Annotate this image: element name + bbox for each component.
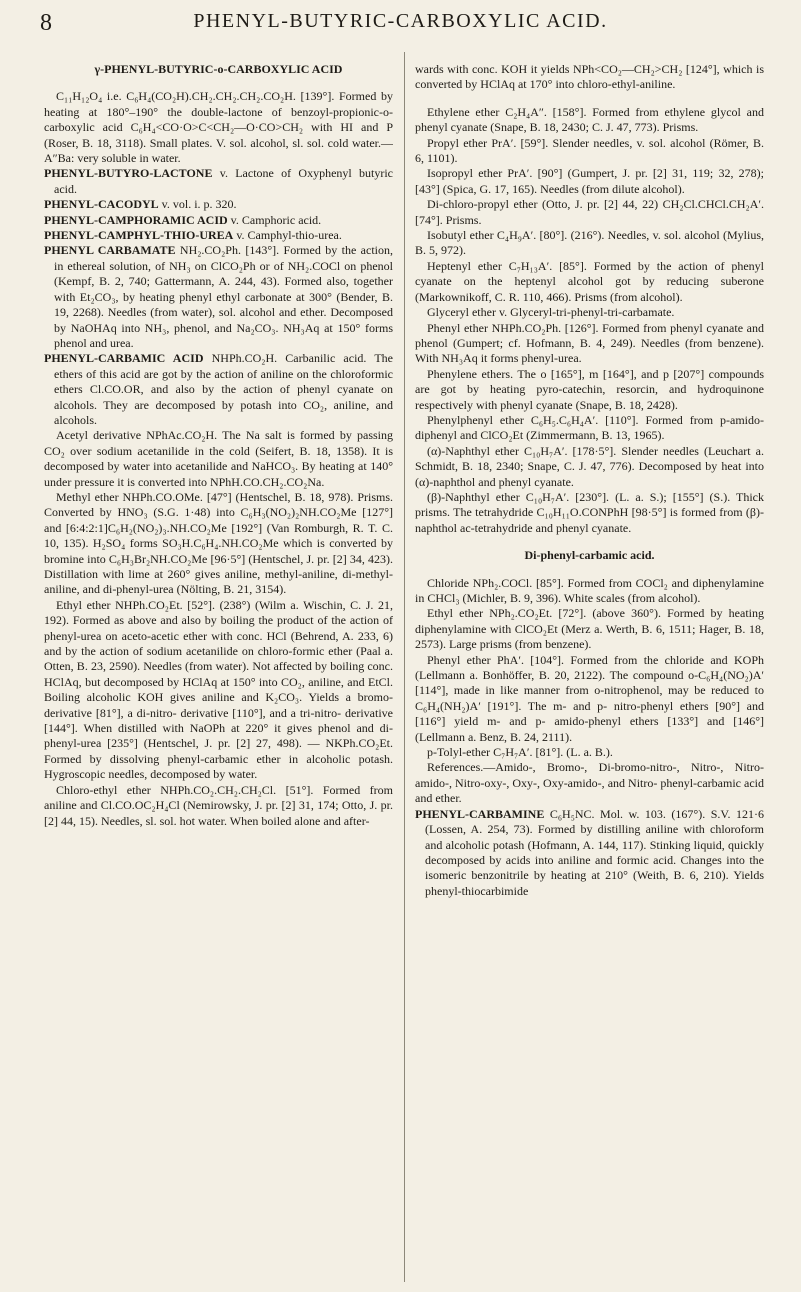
entry-text: Acetyl derivative NPhAc.CO₂H. The Na salt is formed by passing CO₂ over sodium acetanilide in the cold (Seifert, B. 18, 1358). It is decomposed by water into acetanilide and NaHCO₃. By heating at 140° under pressure it is converted into NPhH.CO.CH₂.CO₂Na. xyxy=(44,428,393,489)
entry-heading: PHENYL-CARBAMINE xyxy=(415,806,545,821)
dictionary-entry xyxy=(44,243,393,351)
entry-paragraph xyxy=(415,413,764,444)
entry-text: Di-chloro-propyl ether (Otto, J. pr. [2] 44, 22) CH₂Cl.CHCl.CH₂A′. [74°]. Prisms. xyxy=(415,197,764,227)
entry-text: Chloride NPh₂.COCl. [85°]. Formed from COCl₂ and diphenylamine in CHCl₃ (Michler, B. 9, 396). White scales (from alcohol). xyxy=(415,575,764,605)
entry-paragraph xyxy=(44,598,393,783)
entry-text: Phenyl ether PhA′. [104°]. Formed from the chloride and KOPh (Lellmann a. Bonhöffer, B. 20, 2122). The compound o-C₆H₄(NO₂)A′ [114°], made in like manner from o-nitrophenol, may be reduced to C₆H₄(NH₂)A′ [191°]. The m- and p- nitro-phenyl ethers [90°] and [116°] yield m- and p- amido-phenyl ethers [133°] and [146°] (Lellmann a. Benz, B. 24, 2111). xyxy=(415,652,764,744)
entry-paragraph xyxy=(415,197,764,228)
entry-text: Ethyl ether NPh₂.CO₂Et. [72°]. (above 360°). Formed by heating diphenylamine with ClCO₂Et (Merz a. Werth, B. 6, 1511; Hager, B. 18, 2573). Large prisms (from benzene). xyxy=(415,606,764,652)
entry-paragraph xyxy=(44,783,393,829)
column-divider xyxy=(404,52,405,1282)
entry-paragraph xyxy=(44,490,393,598)
entry-text: Heptenyl ether C₇H₁₃A′. [85°]. Formed by the action of phenyl cyanate on the heptenyl alcohol got by reducing suberone (Markownikoff, C. R. 110, 466). Prisms (from alcohol). xyxy=(415,258,764,304)
dictionary-entry xyxy=(44,197,393,212)
entry-heading: PHENYL-CACODYL xyxy=(44,197,159,212)
entry-text: NHPh.CO₂H. Carbanilic acid. The ethers of this acid are got by the action of aniline on the chloroformic ethers Cl.CO.OR, and also by the action of phenyl cyanate on alcohols. They are decomposed by potash into CO₂, aniline, and alcohols. xyxy=(54,351,393,427)
entry-text: v. Camphyl-thio-urea. xyxy=(233,228,342,243)
entry-paragraph xyxy=(415,105,764,136)
entry-paragraph xyxy=(44,89,393,166)
entry-text: (α)-Naphthyl ether C₁₀H₇A′. [178·5°]. Slender needles (Leuchart a. Schmidt, B. 18, 2340; Snape, C. J. 47, 776). Decomposed by heat into (α)-naphthol and phenyl cyanate. xyxy=(415,443,764,489)
entry-paragraph xyxy=(415,259,764,305)
entry-text: v. Lactone of Oxyphenyl butyric acid. xyxy=(54,166,393,196)
dictionary-entry xyxy=(44,166,393,197)
section-heading xyxy=(415,548,764,563)
entry-heading: PHENYL-CARBAMIC ACID xyxy=(44,351,204,366)
entry-paragraph xyxy=(415,653,764,745)
entry-text: Propyl ether PrA′. [59°]. Slender needles, v. sol. alcohol (Römer, B. 6, 1101). xyxy=(415,135,764,166)
entry-paragraph xyxy=(415,490,764,536)
entry-heading: Di-phenyl-carbamic acid. xyxy=(524,548,655,563)
entry-text: wards with conc. KOH it yields NPh<CO₂—CH₂>CH₂ [124°], which is converted by HClAq at 170° into chloro-ethyl-aniline. xyxy=(415,62,764,92)
entry-text: C₁₁H₁₂O₄ i.e. C₆H₄(CO₂H).CH₂.CH₂.CH₂.CO₂H. [139°]. Formed by heating at 180°–190° the double-lactone of benzoyl-propionic-o-carboxylic acid C₆H₄<CO·O>C<CH₂—O·CO>CH₂ with HI and P (Roser, B. 18, 3118). Small plates. V. sol. alcohol, sl. sol. cold water.—A″Ba: very soluble in water. xyxy=(44,89,393,166)
dictionary-entry xyxy=(44,228,393,243)
entry-heading: γ-PHENYL-BUTYRIC-o-CARBOXYLIC ACID xyxy=(94,62,343,76)
entry-paragraph xyxy=(415,606,764,652)
entry-text: C₆H₅NC. Mol. w. 103. (167°). S.V. 121·6 (Lossen, A. 254, 73). Formed by distilling aniline with chloroform and alcoholic potash (Hofmann, A. 144, 117). Stinking liquid, quickly decomposed by acids into aniline and formic acid. Changes into the isomeric benzonitrile by heating at 210° (Weith, B. 6, 210). Yields phenyl-thiocarbimide xyxy=(425,806,764,898)
section-heading xyxy=(44,62,393,77)
entry-paragraph xyxy=(415,745,764,760)
page-number: 8 xyxy=(40,10,52,36)
page-header xyxy=(0,10,801,40)
dictionary-entry xyxy=(44,351,393,428)
entry-paragraph xyxy=(415,760,764,806)
entry-paragraph xyxy=(415,367,764,413)
running-head: PHENYL-BUTYRIC-CARBOXYLIC ACID. xyxy=(193,10,608,32)
entry-text: Phenyl ether NHPh.CO₂Ph. [126°]. Formed from phenyl cyanate and phenol (Gumpert; cf. Hofmann, B. 4, 249). Needles (from benzene). With NH₃Aq it forms phenyl-urea. xyxy=(415,320,764,366)
right-column xyxy=(415,50,764,1286)
dictionary-entry xyxy=(44,213,393,228)
entry-text: Glyceryl ether v. Glyceryl-tri-phenyl-tri-carbamate. xyxy=(427,305,675,320)
dictionary-entry xyxy=(415,807,764,899)
entry-text: NH₂.CO₂Ph. [143°]. Formed by the action, in ethereal solution, of NH₃ on ClCO₂Ph or of NH₂.COCl on phenol (Kempf, B. 2, 740; Gattermann, A. 244, 43). Formed also, together with Et₂CO₃, by heating phenyl ethyl carbonate at 300° (Bender, B. 19, 2268). Needles (from water), sol. alcohol and ether. Decomposed by NaOHAq into NH₃, phenol, and Na₂CO₃. NH₃Aq at 150° forms phenol and urea. xyxy=(54,243,393,350)
entry-text: Chloro-ethyl ether NHPh.CO₂.CH₂.CH₂Cl. [51°]. Formed from aniline and Cl.CO.OC₂H₄Cl (Nemirowsky, J. pr. [2] 31, 174; Otto, J. pr. [2] 44, 15). Needles, sl. sol. hot water. When boiled alone and after- xyxy=(44,782,393,828)
entry-heading: PHENYL CARBAMATE xyxy=(44,243,176,258)
entry-text: v. Camphoric acid. xyxy=(227,212,322,227)
entry-heading: PHENYL-BUTYRO-LACTONE xyxy=(44,166,213,181)
entry-paragraph xyxy=(415,228,764,259)
entry-text: Phenylene ethers. The o [165°], m [164°], and p [207°] compounds are got by heating pyro-catechin, resorcin, and hydroquinone respectively with phenyl cyanate (Snape, B. 18, 2428). xyxy=(415,366,764,412)
left-column xyxy=(44,50,393,1286)
entry-text: (β)-Naphthyl ether C₁₀H₇A′. [230°]. (L. a. S.); [155°] (S.). Thick prisms. The tetrahydride C₁₀H₁₁O.CONPhH [98·5°] is formed from (β)-naphthol ac-tetrahydride and phenyl cyanate. xyxy=(415,489,764,535)
entry-text: Ethyl ether NHPh.CO₂Et. [52°]. (238°) (Wilm a. Wischin, C. J. 21, 192). Formed as above and also by boiling the product of the action of phenyl-urea on aceto-acetic ether with conc. HCl (Behrend, A. 233, 6) and by the action of sodium acetanilide on chloro-formic ether (Paal a. Otten, B. 23, 2590). Needles (from water). Not affected by boiling conc. HClAq, but decomposed by HClAq at 150° into CO₂, aniline, and EtCl. Boiling alcoholic KOH gives aniline and K₂CO₃. Yields a bromo-derivative [81°], a di-nitro- derivative [110°], and a tri-nitro- derivative [144°]. When distilled with NaOPh at 220° it gives phenol and di-phenyl-urea [235°] (Hentschel, J. pr. [2] 27, 498). — NKPh.CO₂Et. Formed by dissolving phenyl-carbamic ether in alcoholic potash. Hygroscopic needles, decomposed by water. xyxy=(44,597,393,782)
entry-paragraph xyxy=(415,136,764,167)
entry-heading: PHENYL-CAMPHYL-THIO-UREA xyxy=(44,228,234,243)
entry-text: Isopropyl ether PrA′. [90°] (Gumpert, J. pr. [2] 31, 119; 32, 278); [43°] (Spica, G. 17, 165). Needles (from dilute alcohol). xyxy=(415,166,764,196)
entry-paragraph xyxy=(415,321,764,367)
entry-paragraph xyxy=(415,444,764,490)
entry-paragraph xyxy=(415,166,764,197)
entry-paragraph xyxy=(415,62,764,93)
entry-paragraph xyxy=(415,305,764,320)
entry-text: Ethylene ether C₂H₄A″. [158°]. Formed from ethylene glycol and phenyl cyanate (Snape, B. 18, 2430; C. J. 47, 773). Prisms. xyxy=(415,104,764,135)
entry-text: Isobutyl ether C₄H₉A′. [80°]. (216°). Needles, v. sol. alcohol (Mylius, B. 5, 972). xyxy=(415,228,764,258)
entry-paragraph xyxy=(415,576,764,607)
entry-paragraph xyxy=(44,428,393,490)
entry-text: References.—Amido-, Bromo-, Di-bromo-nitro-, Nitro-, Nitro-amido-, Nitro-oxy-, Oxy-, Oxy-amido-, and Nitro- phenyl-carbamic acid and ether. xyxy=(415,760,764,806)
entry-text: p-Tolyl-ether C₇H₇A′. [81°]. (L. a. B.). xyxy=(427,745,613,760)
entry-text: Phenylphenyl ether C₆H₅.C₆H₄A′. [110°]. Formed from p-amido-diphenyl and ClCO₂Et (Zimmermann, B. 13, 1965). xyxy=(415,412,764,443)
entry-text: Methyl ether NHPh.CO.OMe. [47°] (Hentschel, B. 18, 978). Prisms. Converted by HNO₃ (S.G. 1·48) into C₆H₃(NO₂)₂NH.CO₂Me [127°] and [6:4:2:1]C₆H₂(NO₂)₃.NH.CO₂Me [192°] (Van Romburgh, R. T. C. 10, 135). H₂SO₄ forms SO₃H.C₆H₄.NH.CO₂Me which is converted by bromine into C₆H₃Br₂NH.CO₂Me [96·5°] (Hentschel, J. pr. [2] 34, 423). Distillation with lime at 260° gives aniline, methyl-aniline, di-methyl-aniline, and di-phenyl-urea (Nölting, B. 21, 3154). xyxy=(44,489,393,597)
entry-text: v. vol. i. p. 320. xyxy=(158,197,237,212)
entry-heading: PHENYL-CAMPHORAMIC ACID xyxy=(44,212,228,227)
